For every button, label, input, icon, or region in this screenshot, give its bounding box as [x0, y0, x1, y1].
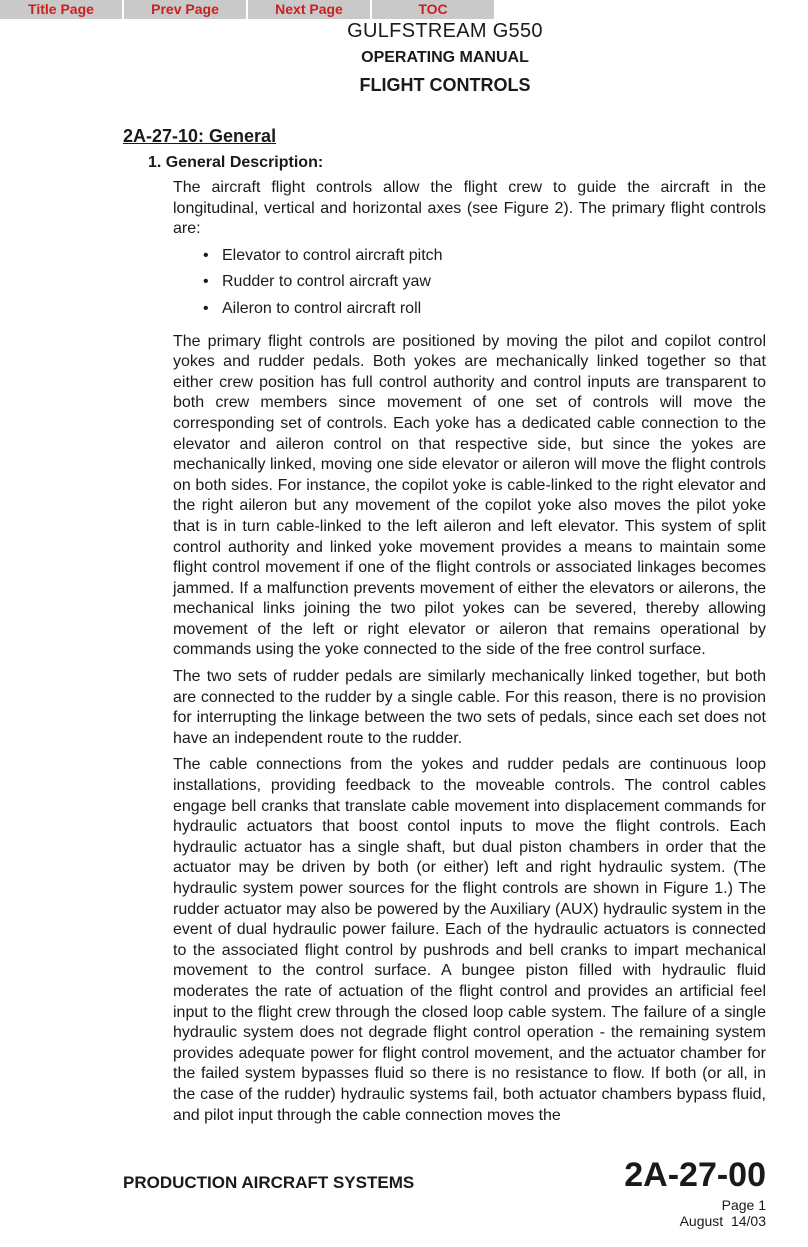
title-page-button[interactable]: Title Page: [0, 0, 122, 19]
bullet-icon: •: [203, 246, 209, 264]
manual-title: OPERATING MANUAL: [361, 49, 529, 66]
list-item: [173, 299, 766, 326]
chapter-title: FLIGHT CONTROLS: [359, 75, 531, 95]
intro-paragraph: The aircraft flight controls allow the flight crew to guide the aircraft in the longitudinal, vertical and horizontal axes (see Figure 2). The primary flight controls are:: [173, 179, 766, 238]
list-item-text: Elevator to control aircraft pitch: [222, 246, 443, 264]
body-text: [173, 178, 766, 1132]
list-item-text: Rudder to control aircraft yaw: [222, 273, 431, 291]
toc-button[interactable]: TOC: [372, 0, 494, 19]
list-item-text: Aileron to control aircraft roll: [222, 299, 422, 317]
footer-section-code: 2A-27-00: [624, 1156, 766, 1194]
next-page-button[interactable]: Next Page: [248, 0, 370, 19]
footer-system-label: PRODUCTION AIRCRAFT SYSTEMS: [123, 1173, 415, 1192]
paragraph-cable-connections: The cable connections from the yokes and rudder pedals are continuous loop installations, providing feedback to the moveable controls. The control cables engage bell cranks that translate cable movement into displacement commands for hydraulic actuators that boost contol inputs to move the flight controls. Each hydraulic actuator has a single shaft, but dual piston chambers in order that the actuator may be driven by both (or either) left and right hydraulic system. (The hydraulic system power sources for the flight controls are shown in Figure 1.) The rudder actuator may also be powered by the Auxiliary (AUX) hydraulic system in the event of dual hydraulic power failure. Each of the hydraulic actuators is connected to the associated flight control by pushrods and bell cranks to impart mechanical movement to the control surface. A bungee piston filled with hydraulic fluid moderates the rate of actuation of the flight control and provides an artificial feel input to the flight crew through the closed loop cable system. The failure of a single hydraulic system does not degrade flight control operation - the remaining system provides adequate power for flight control movement, and the actuator chamber for the failed system bypasses fluid so there is no resistance to flow. If both (or all, in the case of the rudder) hydraulic systems fail, both actuator chambers bypass fluid, and pilot input through the cable connection moves the: [173, 756, 766, 1124]
bullet-icon: •: [203, 299, 209, 317]
paragraph-yoke-linkage: The primary flight controls are positioned by moving the pilot and copilot control yokes and rudder pedals. Both yokes are mechanically linked together so that either crew position has full control authority and control inputs are transparent to both crew members since movement of one set of controls will move the corresponding set of controls. Each yoke has a dedicated cable connection to the elevator and aileron control on that respective side, but since the yokes are mechanically linked, moving one side elevator or aileron will move the flight controls on both sides. For instance, the copilot yoke is cable-linked to the right elevator and the right aileron but any movement of the copilot yoke also moves the pilot yoke that is in turn cable-linked to the left aileron and left elevator. This system of split control authority and linked yoke movement provides a means to maintain some flight control movement if one of the flight controls or associated linkages becomes jammed. If a malfunction prevents movement of either the elevators or ailerons, the mechanical links joining the two pilot yokes can be severed, thereby allowing movement of the left or right elevator or aileron that remains operational by commands using the yoke connected to the side of the free control surface.: [173, 332, 766, 659]
navigation-bar: [0, 0, 496, 19]
primary-controls-list: [173, 246, 766, 326]
list-item: [173, 272, 766, 299]
manual-brand: GULFSTREAM G550: [347, 20, 543, 42]
paragraph-rudder-pedals: The two sets of rudder pedals are similarly mechanically linked together, but both are connected to the rudder by a single cable. For this reason, there is no provision for interrupting the linkage between the two sets of pedals, since each set does not have an independent route to the rudder.: [173, 668, 766, 747]
bullet-icon: •: [203, 273, 209, 291]
section-title: 2A-27-10: General: [123, 126, 277, 146]
subheading: 1. General Description:: [148, 154, 324, 171]
footer-date: August 14/03: [679, 1213, 766, 1229]
prev-page-button[interactable]: Prev Page: [124, 0, 246, 19]
list-item: [173, 246, 766, 273]
footer-page-number: Page 1: [721, 1197, 766, 1213]
